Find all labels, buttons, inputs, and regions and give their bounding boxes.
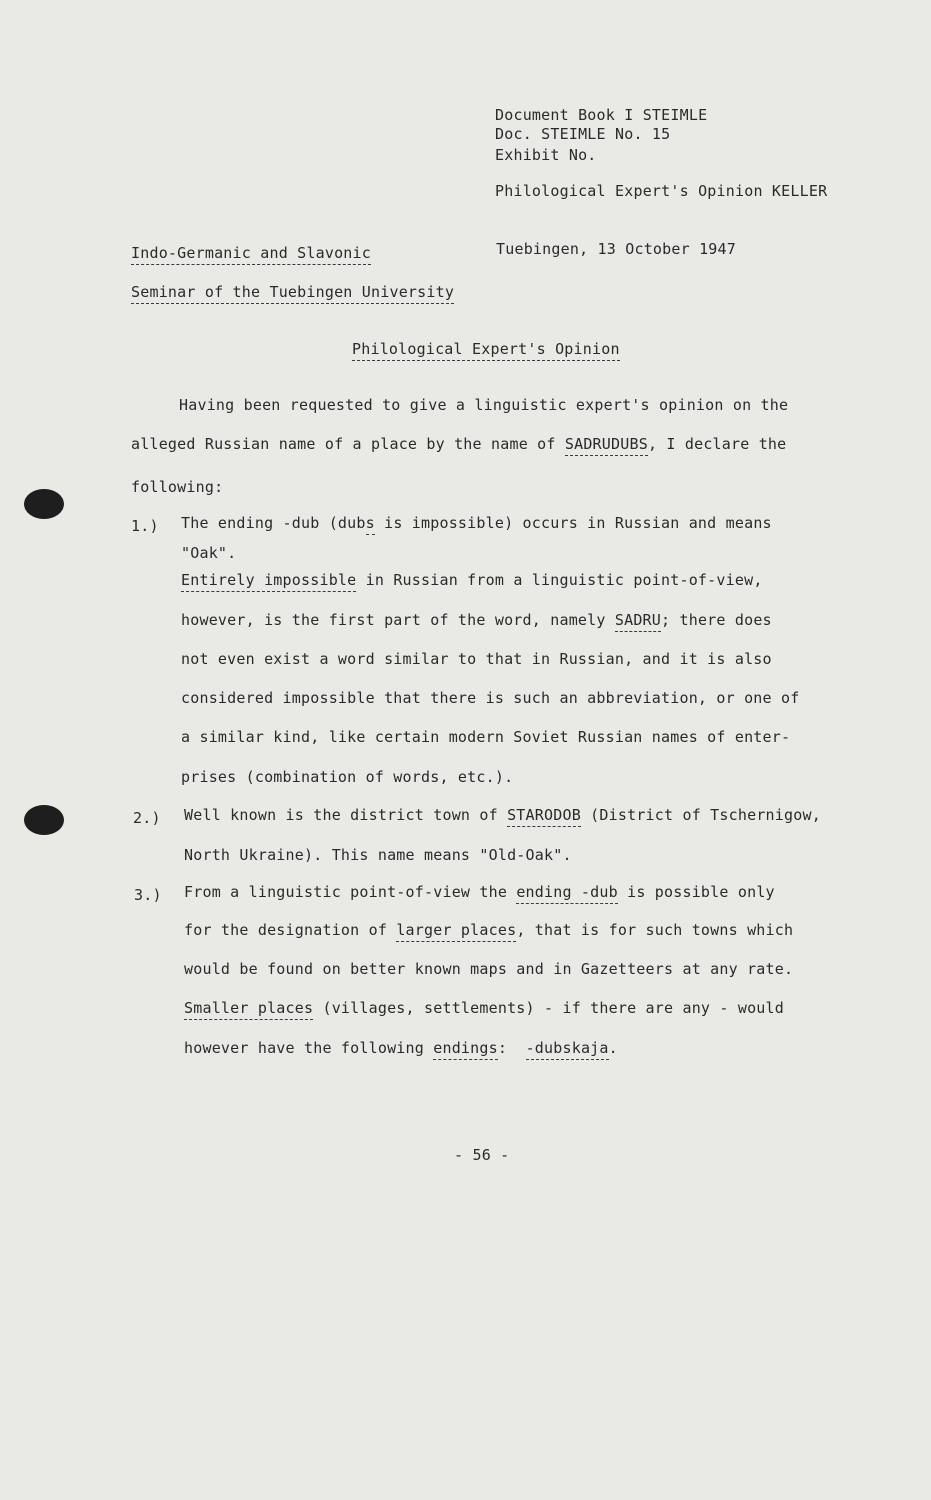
item-2-line-1: Well known is the district town of STARODOB (District of Tschernigow, (184, 806, 821, 824)
intro-line-2: alleged Russian name of a place by the name of SADRUDUBS, I declare the (131, 435, 786, 453)
place-name: SADRUDUBS (565, 435, 648, 456)
punch-hole-bottom (24, 805, 64, 835)
item-1-line-5: not even exist a word similar to that in Russian, and it is also (181, 650, 772, 668)
item-1-number: 1.) (131, 517, 159, 535)
item-1-line-2: "Oak". (181, 544, 237, 562)
item-3-line-4: Smaller places (villages, settlements) - if there are any - would (184, 999, 784, 1017)
date-line: Tuebingen, 13 October 1947 (496, 240, 736, 258)
item-3-line-5: however have the following endings: -dubskaja. (184, 1039, 618, 1057)
town-name: STARODOB (507, 806, 581, 827)
institution-line-2: Seminar of the Tuebingen University (131, 283, 454, 304)
document-title: Philological Expert's Opinion (352, 340, 620, 361)
item-3-line-1: From a linguistic point-of-view the ending -dub is possible only (184, 883, 775, 901)
punch-hole-top (24, 489, 64, 519)
page-number: - 56 - (454, 1146, 510, 1164)
item-1-line-1: The ending -dub (dubs is impossible) occurs in Russian and means (181, 514, 772, 532)
intro-line-1: Having been requested to give a linguistic expert's opinion on the (179, 396, 789, 414)
item-1-line-7: a similar kind, like certain modern Soviet Russian names of enter- (181, 728, 791, 746)
item-2-line-2: North Ukraine). This name means "Old-Oak". (184, 846, 572, 864)
intro-line-3: following: (131, 478, 224, 496)
doc-book-label: Document Book I STEIMLE (495, 106, 708, 124)
institution-line-1: Indo-Germanic and Slavonic (131, 244, 371, 265)
item-2-number: 2.) (133, 809, 161, 827)
item-3-line-3: would be found on better known maps and in Gazetteers at any rate. (184, 960, 794, 978)
item-1-line-8: prises (combination of words, etc.). (181, 768, 514, 786)
opinion-reference: Philological Expert's Opinion KELLER (495, 182, 828, 200)
item-3-line-2: for the designation of larger places, that is for such towns which (184, 921, 793, 939)
doc-number-label: Doc. STEIMLE No. 15 (495, 125, 671, 143)
item-1-line-3: Entirely impossible in Russian from a linguistic point-of-view, (181, 571, 763, 589)
item-1-line-4: however, is the first part of the word, namely SADRU; there does (181, 611, 772, 629)
exhibit-label: Exhibit No. (495, 146, 597, 164)
item-3-number: 3.) (134, 886, 162, 904)
item-1-line-6: considered impossible that there is such an abbreviation, or one of (181, 689, 800, 707)
